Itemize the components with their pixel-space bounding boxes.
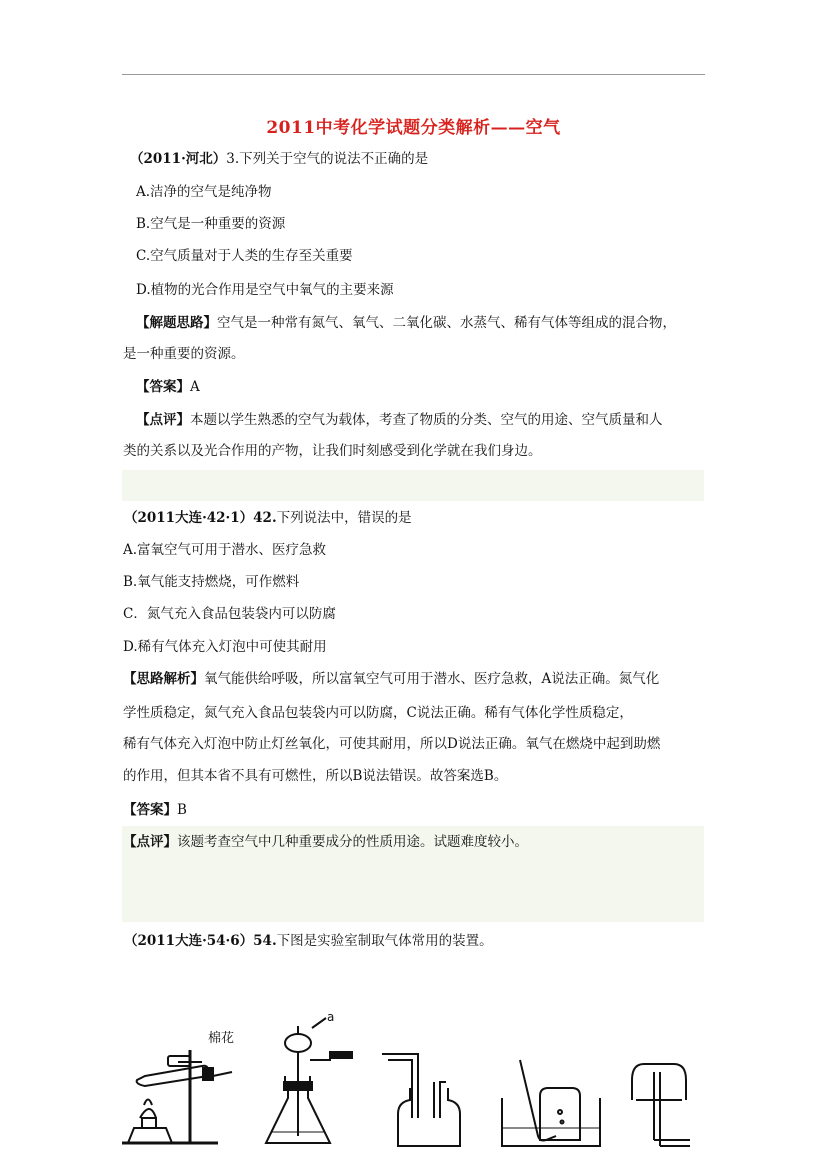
q1-stem-text: 3.下列关于空气的说法不正确的是 — [226, 151, 429, 167]
q2-option-b: B.氧气能支持燃烧，可作燃料 — [123, 574, 300, 590]
q1-analysis-tag: 【解题思路】 — [136, 315, 217, 331]
q2-analysis-tag: 【思路解析】 — [123, 671, 204, 687]
q3-stem-text: 下图是实验室制取气体常用的装置。 — [276, 933, 493, 949]
q2-stem-text: 下列说法中，错误的是 — [276, 510, 412, 526]
q2-answer-tag: 【答案】 — [123, 802, 177, 818]
q1-comment-text-1: 本题以学生熟悉的空气为载体，考查了物质的分类、空气的用途、空气质量和人 — [190, 412, 663, 428]
q1-comment-text-2: 类的关系以及光合作用的产物，让我们时刻感受到化学就在我们身边。 — [123, 443, 542, 459]
q1-analysis-text-1: 空气是一种常有氮气、氧气、二氧化碳、水蒸气、稀有气体等组成的混合物， — [217, 315, 676, 331]
q2-option-c: C．氮气充入食品包装袋内可以防腐 — [123, 606, 336, 622]
apparatus-heating-tube — [122, 1050, 232, 1143]
page-title: 2011中考化学试题分类解析——空气 — [266, 118, 561, 138]
q1-comment-tag: 【点评】 — [136, 412, 190, 428]
label-cotton: 棉花 — [208, 1031, 235, 1046]
q1-option-c: C.空气质量对于人类的生存至关重要 — [136, 248, 353, 264]
q1-option-a: A.洁净的空气是纯净物 — [136, 184, 272, 200]
q2-option-d: D.稀有气体充入灯泡中可使其耐用 — [123, 639, 327, 655]
q3-source: （2011大连·54·6） — [124, 933, 254, 949]
apparatus-water-trough — [502, 1060, 600, 1146]
q1-answer-tag: 【答案】 — [136, 379, 190, 395]
q2-analysis-text-3: 稀有气体充入灯泡中防止灯丝氧化，可使其耐用，所以D说法正确。氧气在燃烧中起到助燃 — [123, 736, 661, 752]
q1-analysis-text-2: 是一种重要的资源。 — [123, 346, 245, 362]
apparatus-collecting-bottle — [382, 1054, 460, 1146]
q2-comment-tag: 【点评】 — [123, 834, 177, 850]
q2-analysis-text-4: 的作用，但其本省不具有可燃性，所以B说法错误。故答案选B。 — [123, 768, 508, 784]
q2-analysis-text-2: 学性质稳定，氮气充入食品包装袋内可以防腐，C说法正确。稀有气体化学性质稳定， — [123, 705, 633, 721]
q3-number: 54. — [253, 933, 277, 949]
q1-option-d: D.植物的光合作用是空气中氧气的主要来源 — [136, 282, 394, 298]
q2-analysis-text-1: 氧气能供给呼吸，所以富氧空气可用于潜水、医疗急救，A说法正确。氮气化 — [204, 671, 660, 687]
q1-option-b: B.空气是一种重要的资源 — [136, 216, 286, 232]
q1-answer-value: A — [190, 379, 200, 395]
apparatus-flask-funnel — [266, 1018, 352, 1143]
q2-source: （2011大连·42·1） — [124, 510, 254, 526]
q2-answer-value: B — [177, 802, 187, 818]
label-a: a — [327, 1010, 335, 1024]
q2-option-a: A.富氧空气可用于潜水、医疗急救 — [123, 542, 327, 558]
apparatus-downward-displacement — [632, 1064, 690, 1146]
q2-number: 42. — [253, 510, 277, 526]
q2-comment-text: 该题考查空气中几种重要成分的性质用途。试题难度较小。 — [177, 834, 528, 850]
q1-source: （2011·河北） — [130, 151, 227, 167]
